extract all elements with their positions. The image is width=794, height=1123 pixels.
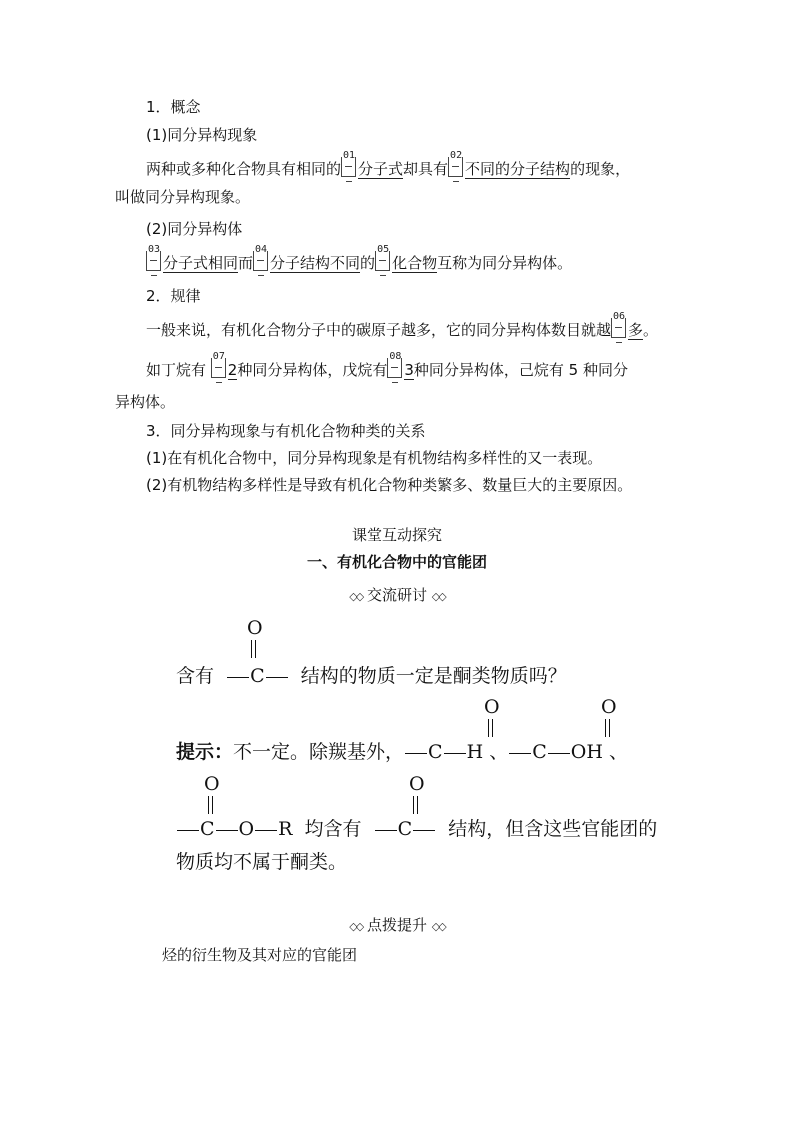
section-1-title: 1．概念 <box>146 98 201 116</box>
heading-classroom-inquiry: 课堂互动探究 <box>351 526 442 544</box>
heading-tips: ◇◇ 点拨提升 ◇◇ <box>349 916 445 934</box>
section-2-title: 2．规律 <box>146 287 201 305</box>
fill-blank-answer: 分子式相同 <box>163 254 239 272</box>
oxygen-atom: O <box>409 773 425 795</box>
subhead-isomer: (2)同分异构体 <box>146 220 243 238</box>
double-bond-icon <box>605 719 610 737</box>
decor-left-icon: ◇◇ <box>349 920 363 933</box>
fill-blank-answer: 2 <box>227 361 238 379</box>
fill-blank-answer: 多 <box>628 321 644 339</box>
fill-blank-answer: 分子结构不同 <box>270 254 361 272</box>
heading-functional-groups: 一、有机化合物中的官能团 <box>306 553 487 571</box>
decor-right-icon: ◇◇ <box>431 920 445 933</box>
oxygen-atom: O <box>601 696 617 718</box>
hint-line: C O R 均含有 C 结构，但含这些官能团的 <box>176 815 657 843</box>
fill-blank-answer: 3 <box>404 361 414 379</box>
paragraph-line: 03 分子式相同而 04 分子结构不同的 05 化合物互称为同分异构体。 <box>146 251 572 274</box>
paragraph-line: (1)在有机化合物中，同分异构现象是有机物结构多样性的又一表现。 <box>146 449 603 467</box>
question-line: 含有 C 结构的物质一定是酮类物质吗？ <box>176 665 567 687</box>
decor-right-icon: ◇◇ <box>431 590 445 603</box>
blank-number-box: 04 <box>253 251 268 271</box>
subhead-isomerism: (1)同分异构现象 <box>146 126 258 144</box>
paragraph-line: 两种或多种化合物具有相同的 01 分子式却具有 02 不同的分子结构的现象， <box>146 157 630 180</box>
hint-line: 物质均不属于酮类。 <box>176 851 348 873</box>
decor-left-icon: ◇◇ <box>349 590 363 603</box>
blank-number-box: 07 <box>211 358 226 378</box>
fill-blank-answer: 分子式 <box>358 160 404 178</box>
section-3-title: 3．同分异构现象与有机化合物种类的关系 <box>146 422 426 440</box>
double-bond-icon <box>208 796 213 814</box>
heading-discussion: ◇◇ 交流研讨 ◇◇ <box>349 586 445 604</box>
blank-number-box: 03 <box>146 251 161 271</box>
paragraph-line: 叫做同分异构现象。 <box>115 188 251 206</box>
hint-line: 提示：不一定。除羰基外， C H 、 C OH 、 <box>176 741 628 763</box>
blank-number-box: 02 <box>448 157 463 177</box>
paragraph-line: 异构体。 <box>115 393 176 411</box>
blank-number-box: 05 <box>375 251 390 271</box>
oxygen-atom: O <box>204 773 220 795</box>
paragraph-line: 如丁烷有 07 2种同分异构体，戊烷有 08 3种同分异构体，己烷有 5 种同分 <box>146 358 628 381</box>
double-bond-icon <box>488 719 493 737</box>
paragraph-line: (2)有机物结构多样性是导致有机化合物种类繁多、数量巨大的主要原因。 <box>146 476 633 494</box>
blank-number-box: 06 <box>611 318 626 338</box>
blank-number-box: 08 <box>387 358 402 378</box>
oxygen-atom: O <box>247 617 263 639</box>
table-title: 烃的衍生物及其对应的官能团 <box>162 946 358 964</box>
blank-number-box: 01 <box>341 157 356 177</box>
fill-blank-answer: 化合物 <box>392 254 438 272</box>
fill-blank-answer: 不同的分子结构 <box>465 160 571 178</box>
double-bond-icon <box>251 640 256 658</box>
double-bond-icon <box>413 796 418 814</box>
paragraph-line: 一般来说，有机化合物分子中的碳原子越多，它的同分异构体数目就越 06 多。 <box>146 318 658 341</box>
oxygen-atom: O <box>484 696 500 718</box>
